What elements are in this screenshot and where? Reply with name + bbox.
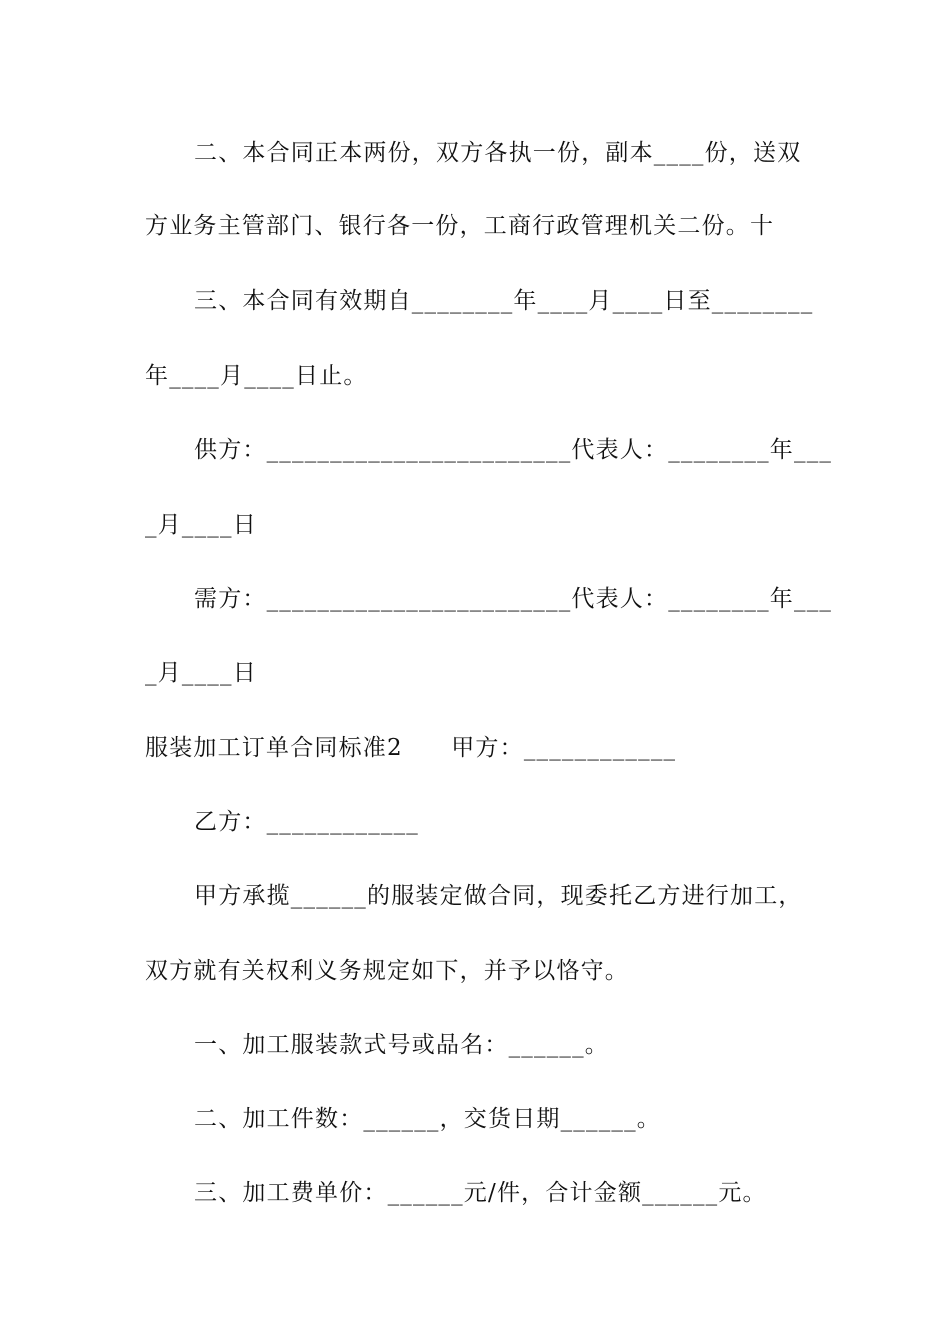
buyer-signature-line: 需方：________________________代表人：________年___ bbox=[194, 586, 833, 612]
paragraph-validity-clause: 三、本合同有效期自________年____月____日至________ bbox=[194, 288, 814, 314]
supplier-signature-line: 供方：________________________代表人：________年___ bbox=[194, 437, 833, 463]
clause-unit-price: 三、加工费单价：______元/件，合计金额______元。 bbox=[194, 1180, 767, 1206]
paragraph-copies-clause: 二、本合同正本两份，双方各执一份，副本____份，送双 bbox=[194, 140, 802, 166]
supplier-date-line: _月____日 bbox=[145, 512, 257, 538]
paragraph-copies-clause-cont: 方业务主管部门、银行各一份，工商行政管理机关二份。十 bbox=[145, 213, 775, 239]
paragraph-intro-cont: 双方就有关权利义务规定如下，并予以恪守。 bbox=[145, 958, 629, 984]
contract-2-title-party-a: 服装加工订单合同标准2 甲方：____________ bbox=[145, 735, 677, 761]
clause-quantity-delivery: 二、加工件数：______，交货日期______。 bbox=[194, 1106, 661, 1132]
paragraph-intro: 甲方承揽______的服装定做合同，现委托乙方进行加工， bbox=[194, 883, 803, 909]
paragraph-validity-clause-cont: 年____月____日止。 bbox=[145, 363, 368, 389]
clause-style-name: 一、加工服装款式号或品名：______。 bbox=[194, 1032, 609, 1058]
buyer-date-line: _月____日 bbox=[145, 660, 257, 686]
party-b-line: 乙方：____________ bbox=[194, 809, 419, 835]
